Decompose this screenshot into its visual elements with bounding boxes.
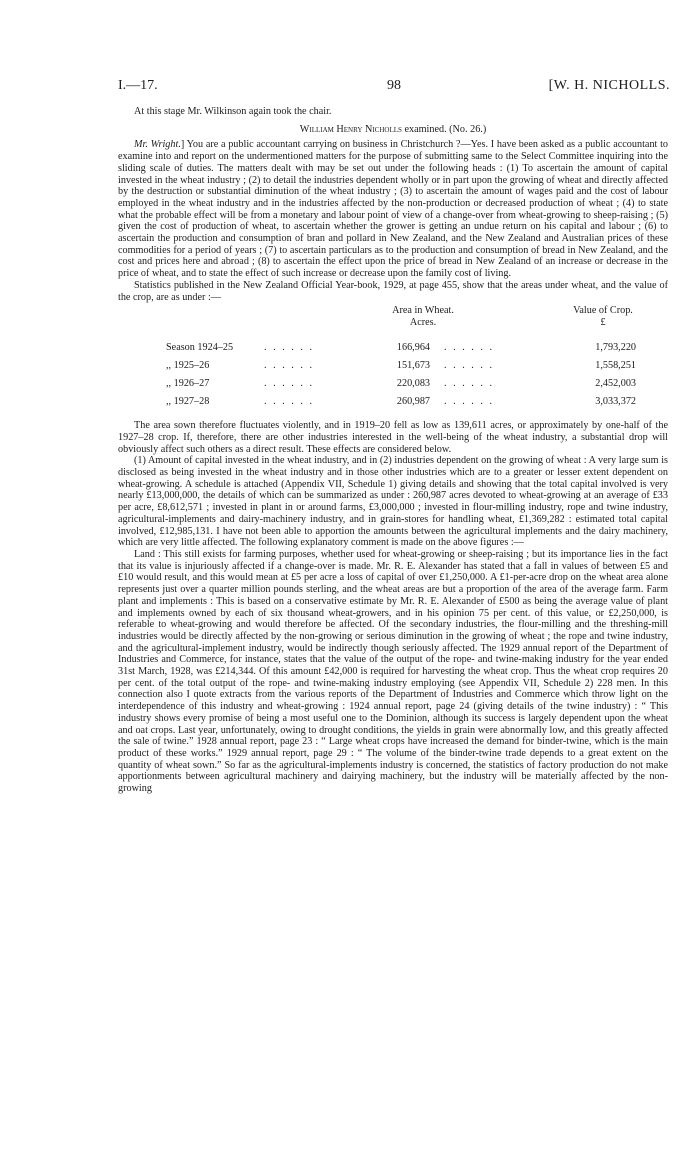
- leader-dots: . . . . . .: [264, 360, 315, 372]
- paragraph-area-fluctuation: The area sown therefore fluctuates violently, and in 1919–20 fell as low as 139,611 acres, or approximately by one-half of the 1927–28 crop. If, therefore, there are other industries interested in the well-being of the wheat industry, a substantial drop will obviously affect such others as a direct result. These effects are considered below.: [118, 420, 668, 455]
- column-header-area: [368, 305, 478, 328]
- document-body: [118, 106, 668, 795]
- row-value: 2,452,003: [595, 378, 636, 390]
- table-row: [118, 339, 668, 357]
- row-season: ,, 1926–27: [166, 378, 210, 390]
- area-header-unit: Acres.: [409, 316, 437, 328]
- row-value: 1,793,220: [595, 342, 636, 354]
- table-header: [118, 305, 668, 339]
- paragraph-terms-of-reference: [118, 139, 668, 279]
- row-area: 260,987: [396, 396, 430, 408]
- leader-dots: . . . . . .: [264, 342, 315, 354]
- row-season: Season 1924–25: [166, 342, 234, 354]
- row-area: 151,673: [396, 360, 430, 372]
- wheat-area-table: [118, 305, 668, 411]
- row-season: ,, 1925–26: [166, 360, 210, 372]
- table-row: [118, 375, 668, 393]
- witness-name: William Henry Nicholls: [299, 123, 402, 135]
- witness-heading-suffix: examined. (No. 26.): [404, 123, 487, 135]
- intro-paragraph: At this stage Mr. Wilkinson again took the chair.: [134, 106, 332, 117]
- page-header: [118, 78, 670, 98]
- row-area: 220,083: [396, 378, 430, 390]
- area-header-label: Area in Wheat.: [392, 305, 454, 317]
- paragraph-statistics-intro: Statistics published in the New Zealand Official Year-book, 1929, at page 455, show that the areas under wheat, and the value of the crop, are as under :—: [118, 279, 668, 303]
- leader-dots: . . . . . .: [444, 396, 495, 408]
- row-value: 3,033,372: [595, 396, 636, 408]
- witness-heading: [118, 124, 668, 136]
- table-row: [118, 393, 668, 411]
- leader-dots: . . . . . .: [444, 378, 495, 390]
- leader-dots: . . . . . .: [444, 360, 495, 372]
- header-document-ref: I.—17.: [118, 78, 158, 93]
- paragraph-text: ] You are a public accountant carrying on business in Christchurch ?—Yes. I have been asked as a public accountant to examine into and report on the undermentioned matters for the purpose of submitting same to the Select Committee inquiring into the sliding scale of duties. The matters dealt with may be set out under the following heads : (1) To ascertain the amount of capital invested in the wheat industry ; (2) to detail the industries dependent wholly or in part upon the growing of wheat and directly affected by the destruction or substantial diminution of the wheat industry ; (3) to ascertain the amount of wages paid and the cost of labour employed in the wheat industry and in the industries affected by the non-production or decreased production of wheat ; (4) to state what the probable effect will be from a monetary and labour point of view of a change-over from wheat-growing to sheep-raising ; (5) given the cost of production of wheat, to ascertain whether the grower is getting an undue return on his capital and labour ; (6) to ascertain the production and consumption of bran and pollard in New Zealand, and the New Zealand and Australian prices of these commodities for a period of years ; (7) to ascertain particulars as to the production and consumption of bread in New Zealand, and the cost and prices here and abroad ; (8) to ascertain the effect upon the price of bread in New Zealand of an increase or decrease in the price of wheat, and to state the effect of such increase or decrease upon the family cost of living.: [118, 139, 669, 280]
- header-page-number: 98: [387, 78, 401, 93]
- paragraph-capital-invested: (1) Amount of capital invested in the wheat industry, and in (2) industries dependent on the growing of wheat : A very large sum is disclosed as being invested in the wheat industry and in those other industries which are to a greater or lesser extent dependent on wheat-growing. A schedule is attached (Appendix VII, Schedule 1) giving details and showing that the total capital involved is very nearly £13,000,000, the details of which can be summarized as under : 260,987 acres devoted to wheat-growing at an average of £33 per acre, £8,612,571 ; invested in plant in or around farms, £3,000,000 ; invested in flour-milling industry, rope and twine industry, agricultural-implements and dairy-machinery industry, and in grain-stores for handling wheat, £1,369,282 : estimated total capital involved, £12,985,131. I have not been able to apportion the amounts between the agricultural implements and the dairy machinery, which are very little affected. The following explanatory comment is made on the above figures :—: [118, 455, 668, 549]
- row-value: 1,558,251: [595, 360, 636, 372]
- row-area: 166,964: [396, 342, 430, 354]
- row-season: ,, 1927–28: [166, 396, 210, 408]
- table-row: [118, 357, 668, 375]
- value-header-unit: £: [600, 316, 606, 328]
- header-witness-name: [W. H. NICHOLLS.: [548, 78, 670, 93]
- leader-dots: . . . . . .: [264, 378, 315, 390]
- value-header-label: Value of Crop.: [573, 305, 633, 317]
- leader-dots: . . . . . .: [264, 396, 315, 408]
- leader-dots: . . . . . .: [444, 342, 495, 354]
- speaker-name: Mr. Wright.: [134, 139, 181, 151]
- column-header-value: [558, 305, 648, 328]
- paragraph-land-and-industries: Land : This still exists for farming purposes, whether used for wheat-growing or sheep-raising ; but its importance lies in the fact that its value is injuriously affected if a change-over is made. Mr. R. E. Alexander has stated that a fall in values of between £5 and £10 would result, and this would mean at £5 per acre a loss of capital of over £1,250,000. A £1-per-acre drop on the wheat area alone represents just over a quarter million pounds sterling, and the wheat areas are but a proportion of the area of the average farm. Farm plant and implements : This is based on a conservative estimate by Mr. R. E. Alexander of £500 as being the average value of plant and implements owned by each of six thousand wheat-growers, and in his opinion 75 per cent. of this value, or £2,250,000, is referable to wheat-growing and would therefore be affected. Of the secondary industries, the flour-milling and the threshing-mill industries would be directly affected by the non-growing or serious diminution in the growing of wheat ; the rope and twine industry, and the agricultural-implement industry, would be indirectly though seriously affected. The 1929 annual report of the Department of Industries and Commerce, for instance, states that the value of the output of the rope- and twine-making industry for the year ended 31st March, 1928, was £214,344. Of this amount £42,000 is required for harvesting the wheat crop. Thus the wheat crop requires 20 per cent. of the total output of the rope- and twine-making industry employing (see Appendix VII, Schedule 2) 228 men. In this connection also I quote extracts from the various reports of the Department of Industries and Commerce which throw light on the interdependence of this industry and wheat-growing : 1924 annual report, page 24 (giving details of the twine industry) : “ This industry shows every promise of being a most useful one to the Dominion, although its success is largely dependent upon the wheat and oat crops. Last year, unfortunately, owing to drought conditions, the yields in grain were abnormally low, and this greatly affected the sale of twine.” 1928 annual report, page 23 : “ Large wheat crops have increased the demand for binder-twine, which is the main product of these works.” 1929 annual report, page 29 : “ The volume of the binder-twine trade depends to a great extent on the quantity of wheat sown.” So far as the agricultural-implements industry is concerned, the statistics of factory production do not make apportionments between agricultural machinery and dairying machinery, but the industry will be materially affected by the non-growing: [118, 548, 668, 795]
